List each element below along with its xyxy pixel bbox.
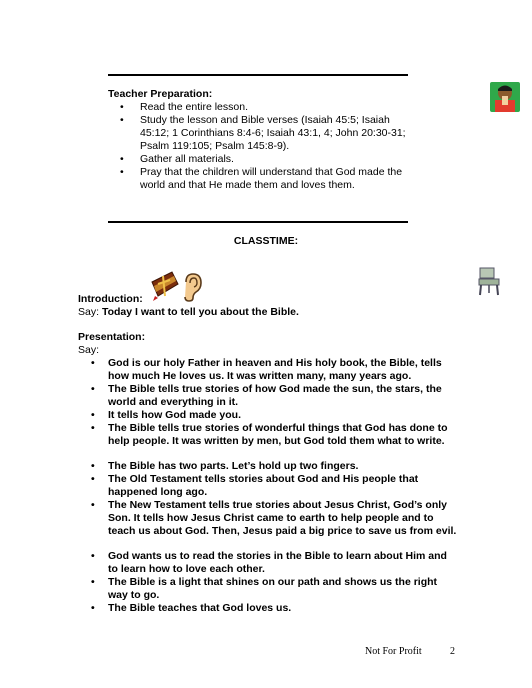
- lesson-body: [78, 293, 458, 615]
- list-item: • God wants us to read the stories in the Bible to learn about Him and to learn how to love each other.: [78, 550, 458, 576]
- praying-person-icon: [490, 82, 520, 112]
- list-item: • The Bible teaches that God loves us.: [78, 602, 458, 615]
- list-item: • Pray that the children will understand that God made the world and that He made them and loves them.: [108, 166, 408, 192]
- list-item: • The Bible is a light that shines on our path and shows us the right way to go.: [78, 576, 458, 602]
- list-item: • The Bible tells true stories of how God made the sun, the stars, the world and everything in it.: [78, 383, 458, 409]
- say-label: Say:: [78, 344, 100, 356]
- bottom-rule: [108, 221, 408, 223]
- presentation-list-2: [78, 460, 458, 538]
- list-item: • It tells how God made you.: [78, 409, 458, 422]
- presentation-list-3: [78, 550, 458, 615]
- teacher-preparation-section: [108, 88, 408, 192]
- presentation-list-1: [78, 357, 458, 448]
- teacher-preparation-heading: Teacher Preparation:: [108, 88, 213, 100]
- list-item: • Read the entire lesson.: [108, 101, 408, 114]
- presentation-label: Presentation:: [78, 331, 146, 343]
- introduction-label: Introduction:: [78, 293, 143, 305]
- say-label: Say:: [78, 306, 100, 318]
- list-item: • The Bible has two parts. Let’s hold up two fingers.: [78, 460, 458, 473]
- list-item: • Gather all materials.: [108, 153, 408, 166]
- page-number: 2: [450, 646, 455, 657]
- list-item: • The Old Testament tells stories about God and His people that happened long ago.: [78, 473, 458, 499]
- list-item: • The Bible tells true stories of wonderful things that God has done to help people. It was written by men, but God told them what to write.: [78, 422, 458, 448]
- spacer: [78, 538, 458, 550]
- list-item: • God is our holy Father in heaven and His holy book, the Bible, tells how much He loves us. It was written many, many years ago.: [78, 357, 458, 383]
- introduction-say: [78, 306, 458, 319]
- classtime-heading: CLASSTIME:: [233, 235, 299, 247]
- list-item: • The New Testament tells true stories about Jesus Christ, God’s only Son. It tells how Jesus Christ came to earth to help people and to teach us about God. Then, Jesus paid a big price to save us from evil.: [78, 499, 458, 538]
- chair-icon: [476, 266, 502, 296]
- introduction-say-text: Today I want to tell you about the Bible.: [101, 306, 299, 318]
- spacer: [78, 448, 458, 460]
- list-item: • Study the lesson and Bible verses (Isaiah 45:5; Isaiah 45:12; 1 Corinthians 8:4-6; Isaiah 43:1, 4; John 20:30-31; Psalm 119:105; Psalm 145:8-9).: [108, 114, 408, 153]
- spacer: [78, 319, 458, 331]
- footer-text: Not For Profit: [365, 646, 422, 657]
- top-rule: [108, 74, 408, 76]
- teacher-preparation-list: [108, 101, 408, 192]
